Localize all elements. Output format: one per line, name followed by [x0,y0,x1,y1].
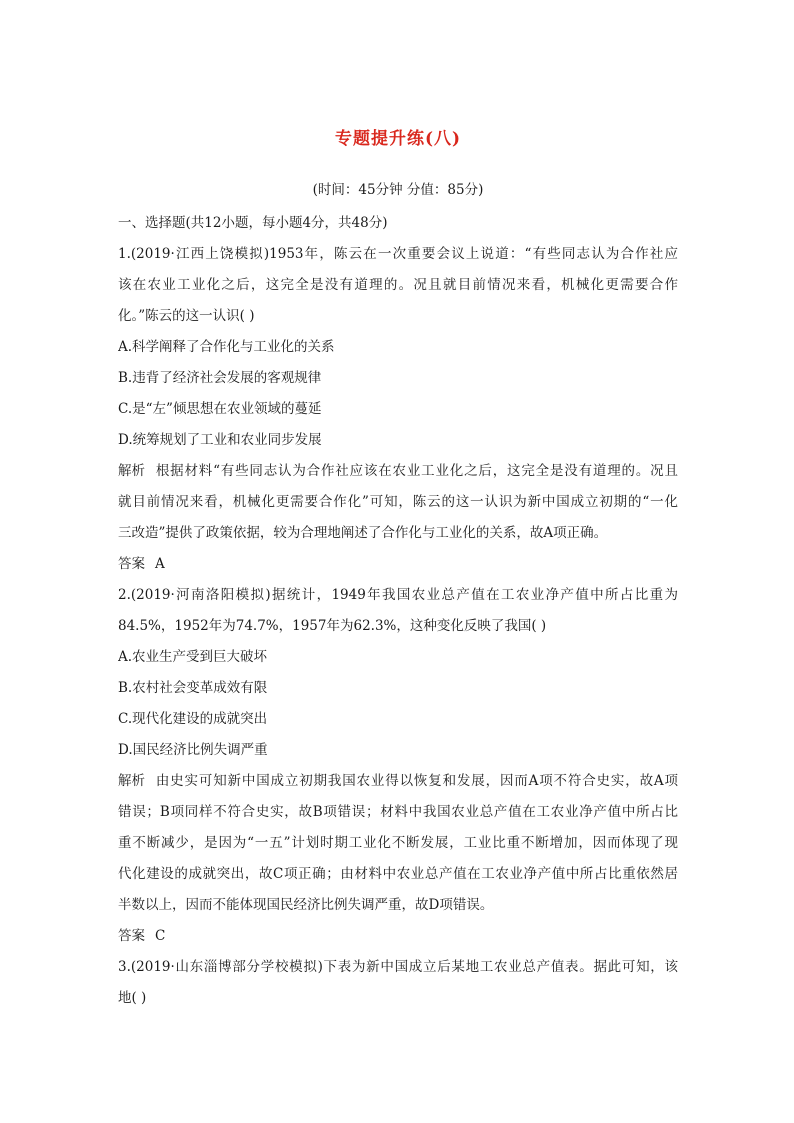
analysis-line [118,766,678,797]
question-3 [118,952,678,1014]
exam-meta: (时间：45分钟 分值：85分) [312,182,484,198]
analysis-line: 半数以上，因而不能体现国民经济比例失调严重，故D项错误。 [118,897,494,913]
analysis-label: 解析 [118,463,145,479]
option-b: B.农村社会变革成效有限 [118,680,268,696]
question-stem-line: 2.(2019·河南洛阳模拟)据统计，1949年我国农业总产值在工农业净产值中所占比重为 [118,587,678,603]
question-stem-line: 该在农业工业化之后，这完全是没有道理的。况且就目前情况来看，机械化更需要合作 [118,277,678,293]
answer-value: C [155,928,166,944]
section-heading: 一、选择题(共12小题，每小题4分，共48分) [118,215,388,231]
question-stem-line: 1.(2019·江西上饶模拟)1953年，陈云在一次重要会议上说道：“有些同志认为合作社应 [118,246,678,262]
option-c: C.是“左”倾思想在农业领域的蔓延 [118,401,322,417]
option-d: D.国民经济比例失调严重 [118,742,268,758]
analysis-line: 错误；B项同样不符合史实，故B项错误；材料中我国农业总产值在工农业净产值中所占比 [118,804,678,820]
answer-line [118,921,678,952]
analysis-text: 根据材料“有些同志认为合作社应该在农业工业化之后，这完全是没有道理的。况且 [155,463,678,479]
question-stem-line: 84.5%，1952年为74.7%，1957年为62.3%，这种变化反映了我国( ) [118,618,547,634]
question-1 [118,239,678,580]
analysis-line [118,456,678,487]
answer-label: 答案 [118,556,145,572]
question-stem-line: 化。”陈云的这一认识( ) [118,308,255,324]
analysis-line: 重不断减少，是因为“一五”计划时期工业化不断发展，工业比重不断增加，因而体现了现 [118,835,678,851]
analysis-line: 代化建设的成就突出，故C项正确；由材料中农业总产值在工农业净产值中所占比重依然居 [118,866,678,882]
option-a: A.科学阐释了合作化与工业化的关系 [118,339,335,355]
option-d: D.统筹规划了工业和农业同步发展 [118,432,322,448]
answer-value: A [155,556,165,572]
analysis-line: 三改造”提供了政策依据，较为合理地阐述了合作化与工业化的关系，故A项正确。 [118,525,608,541]
question-stem-line: 3.(2019·山东淄博部分学校模拟)下表为新中国成立后某地工农业总产值表。据此可知，该 [118,959,678,975]
option-c: C.现代化建设的成就突出 [118,711,268,727]
analysis-text: 由史实可知新中国成立初期我国农业得以恢复和发展，因而A项不符合史实，故A项 [155,773,678,789]
page-title: 专题提升练(八) [334,129,462,149]
option-b: B.违背了经济社会发展的客观规律 [118,370,322,386]
answer-label: 答案 [118,928,145,944]
analysis-line: 就目前情况来看，机械化更需要合作化”可知，陈云的这一认识为新中国成立初期的“一化 [118,494,678,510]
question-2 [118,580,678,952]
answer-line [118,549,678,580]
option-a: A.农业生产受到巨大破坏 [118,649,268,665]
question-stem-line: 地( ) [118,990,147,1006]
analysis-label: 解析 [118,773,145,789]
content [118,208,678,1014]
